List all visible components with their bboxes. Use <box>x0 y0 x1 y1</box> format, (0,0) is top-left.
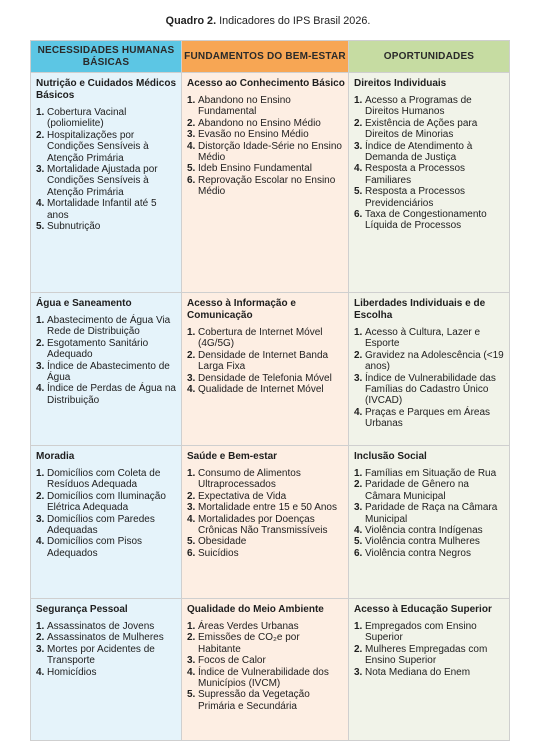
item-number: 1. <box>187 468 196 479</box>
item-number: 5. <box>187 536 196 548</box>
indicator-list <box>36 107 178 232</box>
item-number: 4. <box>36 536 45 548</box>
list-item <box>36 107 178 130</box>
item-number: 1. <box>354 95 363 106</box>
list-item <box>36 221 178 232</box>
item-number: 4. <box>187 140 196 152</box>
header-fundamentos: FUNDAMENTOS DO BEM-ESTAR <box>182 41 349 73</box>
indicator-list <box>354 327 506 430</box>
dimension-title: Qualidade do Meio Ambiente <box>187 604 324 615</box>
indicator-text: Praças e Parques em Áreas Urbanas <box>365 406 491 430</box>
indicator-list <box>354 621 506 678</box>
item-number: 2. <box>36 129 45 141</box>
dimension-title: Acesso à Informação e Comunicação <box>187 298 296 321</box>
table-cell <box>349 73 510 293</box>
indicator-text: Suicídios <box>198 547 239 559</box>
item-number: 3. <box>187 502 196 514</box>
indicator-text: Índice de Vulnerabilidade dos Municípios (IVCM) <box>198 666 329 690</box>
indicator-text: Mulheres Empregadas com Ensino Superior <box>365 643 488 667</box>
list-item <box>354 468 506 479</box>
item-number: 1. <box>354 468 363 479</box>
dimension-title: Acesso ao Conhecimento Básico <box>187 78 345 89</box>
item-number: 2. <box>354 479 363 491</box>
list-item <box>36 361 178 384</box>
indicator-text: Reprovação Escolar no Ensino Médio <box>198 174 336 198</box>
list-item <box>36 644 178 667</box>
dimension-title: Acesso à Educação Superior <box>354 604 492 615</box>
list-item <box>36 536 178 559</box>
indicator-list <box>36 468 178 559</box>
item-number: 2. <box>36 632 45 644</box>
indicator-text: Domicílios com Paredes Adequadas <box>47 513 155 537</box>
indicator-text: Mortes por Acidentes de Transporte <box>47 643 155 667</box>
indicator-text: Famílias em Situação de Rua <box>365 468 497 479</box>
dimension-title: Nutrição e Cuidados Médicos Básicos <box>36 78 177 101</box>
indicator-text: Violência contra Negros <box>365 547 471 559</box>
list-item <box>354 327 506 350</box>
list-item <box>354 350 506 373</box>
indicator-list <box>36 621 178 678</box>
list-item <box>187 621 345 632</box>
indicator-text: Nota Mediana do Enem <box>365 666 471 678</box>
item-number: 4. <box>36 198 45 210</box>
indicator-list <box>187 621 345 712</box>
table-cell <box>31 293 182 446</box>
indicator-text: Hospitalizações por Condições Sensíveis à Atenção Primária <box>47 129 149 164</box>
item-number: 1. <box>36 468 45 479</box>
table-cell <box>349 599 510 741</box>
indicator-text: Ideb Ensino Fundamental <box>198 163 312 175</box>
indicator-text: Índice de Abastecimento de Água <box>47 360 170 384</box>
list-item <box>354 644 506 667</box>
item-number: 3. <box>187 655 196 667</box>
indicator-text: Resposta a Processos Previdenciários <box>365 186 466 209</box>
indicator-text: Mortalidade entre 15 e 50 Anos <box>198 502 337 514</box>
indicator-text: Acesso a Programas de Direitos Humanos <box>365 95 472 118</box>
item-number: 3. <box>354 140 363 152</box>
list-item <box>187 327 345 350</box>
item-number: 5. <box>36 221 45 233</box>
indicator-text: Resposta a Processos Familiares <box>365 163 466 186</box>
indicator-text: Abandono no Ensino Médio <box>198 117 321 129</box>
item-number: 4. <box>36 666 45 678</box>
list-item <box>354 95 506 118</box>
list-item <box>36 198 178 221</box>
list-item <box>354 667 506 678</box>
list-item <box>354 548 506 559</box>
indicator-text: Violência contra Mulheres <box>365 536 480 548</box>
list-item <box>354 502 506 525</box>
indicator-text: Esgotamento Sanitário Adequado <box>47 337 149 361</box>
item-number: 3. <box>187 372 196 384</box>
indicator-text: Domicílios com Iluminação Elétrica Adequada <box>47 490 166 514</box>
item-number: 2. <box>187 632 196 644</box>
item-number: 2. <box>187 117 196 129</box>
list-item <box>187 536 345 547</box>
list-item <box>187 491 345 502</box>
table-row <box>31 293 510 446</box>
list-item <box>354 373 506 407</box>
indicator-text: Existência de Ações para Direitos de Minorias <box>365 117 478 141</box>
list-item <box>36 338 178 361</box>
item-number: 1. <box>36 621 45 632</box>
table-cell <box>31 599 182 741</box>
list-item <box>187 689 345 712</box>
item-number: 1. <box>36 315 45 326</box>
list-item <box>187 514 345 537</box>
item-number: 3. <box>354 372 363 384</box>
indicator-text: Gravidez na Adolescência (<19 anos) <box>365 349 504 373</box>
item-number: 2. <box>354 643 363 655</box>
indicator-text: Densidade de Telefonia Móvel <box>198 372 332 384</box>
indicator-text: Cobertura de Internet Móvel (4G/5G) <box>198 327 323 350</box>
list-item <box>187 350 345 373</box>
item-number: 6. <box>354 547 363 559</box>
indicator-text: Subnutrição <box>47 221 101 233</box>
item-number: 3. <box>187 129 196 141</box>
list-item <box>187 667 345 690</box>
table-cell <box>349 293 510 446</box>
list-item <box>36 514 178 537</box>
item-number: 4. <box>354 163 363 175</box>
item-number: 5. <box>354 186 363 198</box>
list-item <box>36 632 178 643</box>
list-item <box>354 186 506 209</box>
dimension-title: Água e Saneamento <box>36 298 132 309</box>
item-number: 3. <box>36 164 45 176</box>
list-item <box>36 164 178 198</box>
list-item <box>354 479 506 502</box>
indicator-text: Paridade de Gênero na Câmara Municipal <box>365 479 469 502</box>
indicator-text: Assassinatos de Jovens <box>47 621 155 632</box>
item-number: 5. <box>187 163 196 175</box>
list-item <box>354 407 506 430</box>
indicator-text: Consumo de Alimentos Ultraprocessados <box>198 468 301 491</box>
table-cell <box>31 73 182 293</box>
item-number: 1. <box>187 621 196 632</box>
dimension-title: Moradia <box>36 451 75 462</box>
indicator-text: Focos de Calor <box>198 655 266 667</box>
indicator-text: Taxa de Congestionamento Líquida de Processos <box>365 209 487 232</box>
list-item <box>187 468 345 491</box>
indicator-text: Densidade de Internet Banda Larga Fixa <box>198 349 329 373</box>
dimension-title: Direitos Individuais <box>354 78 447 89</box>
list-item <box>187 141 345 164</box>
caption-text: Indicadores do IPS Brasil 2026. <box>219 15 371 27</box>
list-item <box>187 373 345 384</box>
list-item <box>354 163 506 186</box>
item-number: 3. <box>36 643 45 655</box>
indicator-text: Emissões de CO₂e por Habitante <box>198 632 300 655</box>
dimension-title: Inclusão Social <box>354 451 427 462</box>
indicator-text: Cobertura Vacinal (poliomielite) <box>47 107 127 130</box>
item-number: 1. <box>187 327 196 338</box>
item-number: 4. <box>36 383 45 395</box>
indicator-text: Obesidade <box>198 536 247 548</box>
item-number: 4. <box>187 384 196 396</box>
list-item <box>36 621 178 632</box>
item-number: 1. <box>354 327 363 338</box>
list-item <box>187 118 345 129</box>
item-number: 5. <box>354 536 363 548</box>
list-item <box>36 383 178 406</box>
list-item <box>354 536 506 547</box>
indicator-text: Índice de Vulnerabilidade das Famílias do Cadastro Único (IVCAD) <box>365 372 496 407</box>
indicator-list <box>187 327 345 395</box>
indicator-text: Paridade de Raça na Câmara Municipal <box>365 502 498 525</box>
indicator-text: Qualidade de Internet Móvel <box>198 384 324 396</box>
item-number: 1. <box>354 621 363 632</box>
table-row <box>31 599 510 741</box>
indicator-list <box>187 95 345 198</box>
item-number: 1. <box>36 107 45 118</box>
indicator-list <box>36 315 178 406</box>
item-number: 3. <box>354 666 363 678</box>
indicator-text: Mortalidade Ajustada por Condições Sensíveis à Atenção Primária <box>47 164 158 198</box>
item-number: 6. <box>187 547 196 559</box>
item-number: 2. <box>187 349 196 361</box>
caption-label: Quadro 2. <box>165 15 217 27</box>
indicator-text: Evasão no Ensino Médio <box>198 129 309 141</box>
table-cell <box>349 446 510 599</box>
dimension-title: Liberdades Individuais e de Escolha <box>354 298 486 321</box>
list-item <box>354 141 506 164</box>
indicator-text: Supressão da Vegetação Primária e Secundária <box>198 689 310 712</box>
item-number: 4. <box>187 513 196 525</box>
table-row <box>31 446 510 599</box>
list-item <box>187 175 345 198</box>
table-caption <box>0 15 536 27</box>
indicator-text: Violência contra Indígenas <box>365 525 483 537</box>
header-row <box>31 41 510 73</box>
list-item <box>36 667 178 678</box>
list-item <box>354 209 506 232</box>
item-number: 1. <box>187 95 196 106</box>
item-number: 6. <box>187 174 196 186</box>
list-item <box>354 118 506 141</box>
indicators-table <box>30 40 510 741</box>
table-cell <box>182 599 349 741</box>
item-number: 2. <box>354 117 363 129</box>
list-item <box>187 632 345 655</box>
indicator-list <box>187 468 345 559</box>
table-cell <box>182 446 349 599</box>
indicator-text: Distorção Idade-Série no Ensino Médio <box>198 140 342 164</box>
item-number: 2. <box>187 490 196 502</box>
item-number: 2. <box>36 490 45 502</box>
list-item <box>36 130 178 164</box>
indicator-text: Índice de Perdas de Água na Distribuição <box>47 383 176 406</box>
indicator-text: Mortalidade Infantil até 5 anos <box>47 198 157 221</box>
indicator-text: Áreas Verdes Urbanas <box>198 621 299 632</box>
list-item <box>187 129 345 140</box>
list-item <box>187 548 345 559</box>
list-item <box>354 621 506 644</box>
indicator-text: Abandono no Ensino Fundamental <box>198 95 291 118</box>
indicator-list <box>354 468 506 559</box>
item-number: 6. <box>354 209 363 221</box>
list-item <box>187 163 345 174</box>
item-number: 3. <box>354 502 363 514</box>
indicator-text: Expectativa de Vida <box>198 490 287 502</box>
item-number: 2. <box>36 337 45 349</box>
indicator-text: Índice de Atendimento à Demanda de Justiça <box>365 140 473 164</box>
dimension-title: Segurança Pessoal <box>36 604 128 615</box>
indicator-text: Domicílios com Pisos Adequados <box>47 536 143 559</box>
table-cell <box>182 73 349 293</box>
table-cell <box>31 446 182 599</box>
header-oportunidades: OPORTUNIDADES <box>349 41 510 73</box>
list-item <box>187 655 345 666</box>
indicator-text: Domicílios com Coleta de Resíduos Adequada <box>47 468 161 491</box>
list-item <box>187 384 345 395</box>
indicator-text: Mortalidades por Doenças Crônicas Não Transmissíveis <box>198 513 328 537</box>
item-number: 2. <box>354 349 363 361</box>
item-number: 5. <box>187 689 196 701</box>
indicator-text: Assassinatos de Mulheres <box>47 632 164 644</box>
item-number: 4. <box>187 666 196 678</box>
indicator-text: Abastecimento de Água Via Rede de Distribuição <box>47 315 171 338</box>
indicator-text: Acesso à Cultura, Lazer e Esporte <box>365 327 481 350</box>
table-row <box>31 73 510 293</box>
list-item <box>187 502 345 513</box>
item-number: 3. <box>36 513 45 525</box>
list-item <box>354 525 506 536</box>
dimension-title: Saúde e Bem-estar <box>187 451 278 462</box>
indicator-text: Empregados com Ensino Superior <box>365 621 477 644</box>
list-item <box>36 491 178 514</box>
header-necessidades: NECESSIDADES HUMANAS BÁSICAS <box>31 41 182 73</box>
list-item <box>36 315 178 338</box>
item-number: 4. <box>354 525 363 537</box>
table-cell <box>182 293 349 446</box>
indicator-text: Homicídios <box>47 666 97 678</box>
list-item <box>187 95 345 118</box>
list-item <box>36 468 178 491</box>
indicator-list <box>354 95 506 232</box>
item-number: 4. <box>354 406 363 418</box>
item-number: 3. <box>36 360 45 372</box>
